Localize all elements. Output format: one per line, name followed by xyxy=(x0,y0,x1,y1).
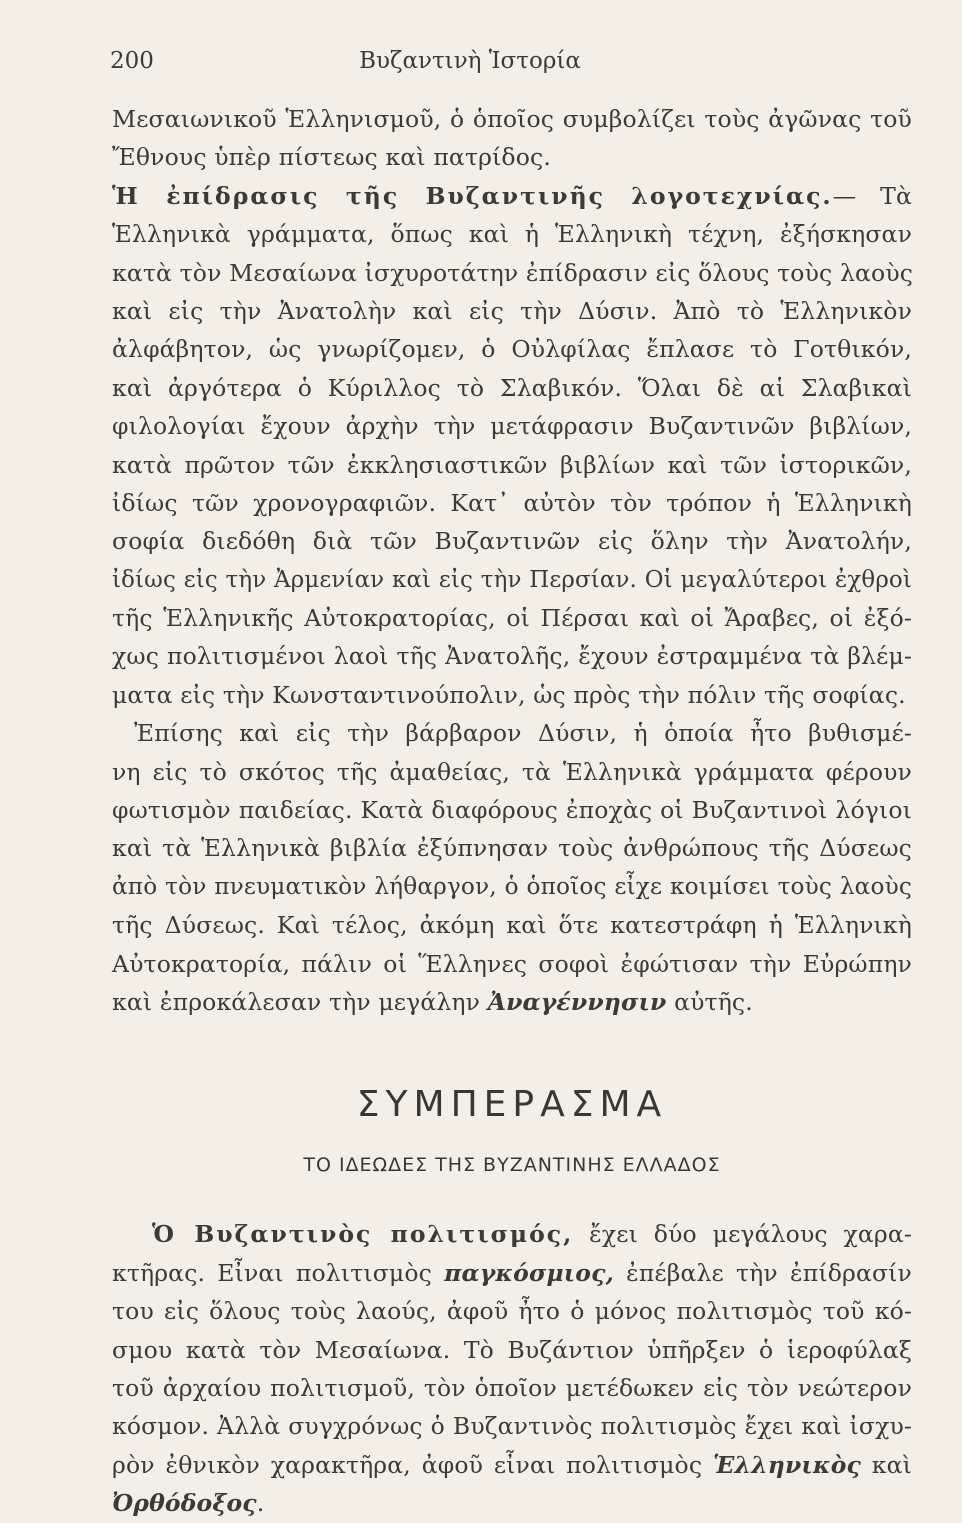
text-line: ματα εἰς τὴν Κωνσταντινούπολιν, ὡς πρὸς τὴν πόλιν τῆς σοφίας. xyxy=(112,680,906,709)
text-fragment: — Τὰ xyxy=(832,181,912,210)
paragraph-lead-heading: Ὁ Βυζαντινὸς πολιτισμός, xyxy=(152,1220,574,1249)
text-line: καὶ ἀργότερα ὁ Κύριλλος τὸ Σλαβικόν. Ὅλαι δὲ αἱ Σλαβικαὶ xyxy=(112,373,912,402)
text-line xyxy=(112,177,912,215)
paragraph-continuation xyxy=(112,100,912,177)
paragraph-west xyxy=(112,714,912,1021)
paragraph-lead-heading: Ἡ ἐπίδρασις τῆς Βυζαντινῆς λογοτεχνίας. xyxy=(112,181,833,210)
text-line: τοῦ ἀρχαίου πολιτισμοῦ, τὸν ὁποῖον μετέδωκεν εἰς τὸν νεώτερον xyxy=(112,1373,912,1402)
text-fragment: αὐτῆς. xyxy=(666,987,753,1016)
text-line: Ἐπίσης καὶ εἰς τὴν βάρβαρον Δύσιν, ἡ ὁποία ἦτο βυθισμέ- xyxy=(134,719,912,748)
text-line: ἰδίως τῶν χρονογραφιῶν. Κατ᾽ αὐτὸν τὸν τρόπον ἡ Ἑλληνικὴ xyxy=(112,488,912,517)
paragraph-byzantine-literature xyxy=(112,177,912,714)
text-fragment: ρὸν ἐθνικὸν χαρακτῆρα, ἀφοῦ εἶναι πολιτισμὸς xyxy=(112,1450,713,1479)
text-line: κόσμον. Ἀλλὰ συγχρόνως ὁ Βυζαντινὸς πολιτισμὸς ἔχει καὶ ἰσχυ- xyxy=(112,1412,912,1441)
text-line: σοφία διεδόθη διὰ τῶν Βυζαντινῶν εἰς ὅλην τὴν Ἀνατολήν, xyxy=(112,527,912,556)
text-line xyxy=(112,983,912,1021)
text-line: ἀλφάβητον, ὡς γνωρίζομεν, ὁ Οὐλφίλας ἔπλασε τὸ Γοτθικόν, xyxy=(112,335,912,364)
text-fragment: ἔχει δύο μεγάλους χαρα- xyxy=(573,1220,913,1249)
text-line: τῆς Δύσεως. Καὶ τέλος, ἀκόμη καὶ ὅτε κατεστράφη ἡ Ἑλληνικὴ xyxy=(112,911,912,940)
text-line: φιλολογίαι ἔχουν ἀρχὴν τὴν μετάφρασιν Βυζαντινῶν βιβλίων, xyxy=(112,412,912,441)
text-line xyxy=(112,1484,912,1522)
emphasis-text: Ἀναγέννησιν xyxy=(487,987,667,1016)
text-line: τῆς Ἑλληνικῆς Αὐτοκρατορίας, οἱ Πέρσαι καὶ οἱ Ἄραβες, οἱ ἐξό- xyxy=(112,604,912,633)
text-line: νη εἰς τὸ σκότος τῆς ἀμαθείας, τὰ Ἑλληνικὰ γράμματα φέρουν xyxy=(112,757,912,786)
page-body xyxy=(112,100,912,1523)
text-line xyxy=(112,1446,912,1484)
text-fragment: ἐπέβαλε τὴν ἐπίδρασίν xyxy=(613,1258,912,1287)
running-title: Βυζαντινὴ Ἱστορία xyxy=(359,48,581,74)
section-heading: ΣΥΜΠΕΡΑΣΜΑ xyxy=(356,1084,668,1126)
emphasis-text: παγκόσμιος, xyxy=(444,1258,614,1287)
text-line: Ἔθνους ὑπὲρ πίστεως καὶ πατρίδος. xyxy=(112,143,551,172)
text-line: του εἰς ὅλους τοὺς λαούς, ἀφοῦ ἦτο ὁ μόνος πολιτισμὸς τοῦ κό- xyxy=(112,1297,912,1326)
emphasis-text: Ἑλληνικὸς xyxy=(712,1450,861,1479)
section-heading-block xyxy=(112,1021,912,1207)
text-line: Ἑλληνικὰ γράμματα, ὅπως καὶ ἡ Ἑλληνικὴ τέχνη, ἐξήσκησαν xyxy=(112,220,912,249)
text-line: ἰδίως εἰς τὴν Ἀρμενίαν καὶ εἰς τὴν Περσίαν. Οἱ μεγαλύτεροι ἐχθροὶ xyxy=(112,566,912,593)
text-line xyxy=(112,1254,912,1292)
text-line: χως πολιτισμένοι λαοὶ τῆς Ἀνατολῆς, ἔχουν ἐστραμμένα τὰ βλέμ- xyxy=(112,642,912,671)
text-line: σμου κατὰ τὸν Μεσαίωνα. Τὸ Βυζάντιον ὑπῆρξεν ὁ ἱεροφύλαξ xyxy=(112,1335,912,1364)
text-line: Αὐτοκρατορία, πάλιν οἱ Ἕλληνες σοφοὶ ἐφώτισαν τὴν Εὐρώπην xyxy=(112,949,912,978)
text-line xyxy=(112,1215,912,1253)
text-fragment: . xyxy=(256,1489,265,1518)
section-subheading: ΤΟ ΙΔΕΩΔΕΣ ΤΗΣ ΒΥΖΑΝΤΙΝΗΣ ΕΛΛΑΔΟΣ xyxy=(303,1154,721,1177)
text-line: καὶ τὰ Ἑλληνικὰ βιβλία ἐξύπνησαν τοὺς ἀνθρώπους τῆς Δύσεως xyxy=(112,834,912,863)
text-line: φωτισμὸν παιδείας. Κατὰ διαφόρους ἐποχὰς οἱ Βυζαντινοὶ λόγιοι xyxy=(112,796,912,825)
text-fragment: καὶ xyxy=(860,1450,912,1479)
text-line: κατὰ πρῶτον τῶν ἐκκλησιαστικῶν βιβλίων καὶ τῶν ἱστορικῶν, xyxy=(112,450,912,479)
paragraph-byzantine-civilization xyxy=(112,1207,912,1522)
page-number: 200 xyxy=(110,48,154,74)
emphasis-text: Ὀρθόδοξος xyxy=(112,1489,257,1518)
text-line: κατὰ τὸν Μεσαίωνα ἰσχυροτάτην ἐπίδρασιν εἰς ὅλους τοὺς λαοὺς xyxy=(112,258,914,287)
text-line: ἀπὸ τὸν πνευματικὸν λήθαργον, ὁ ὁποῖος εἶχε κοιμίσει τοὺς λαοὺς xyxy=(112,872,912,900)
page-header xyxy=(110,48,830,80)
text-line: Μεσαιωνικοῦ Ἑλληνισμοῦ, ὁ ὁποῖος συμβολίζει τοὺς ἀγῶνας τοῦ xyxy=(112,105,912,133)
text-fragment: κτῆρας. Εἶναι πολιτισμὸς xyxy=(112,1258,445,1287)
text-fragment: καὶ ἐπροκάλεσαν τὴν μεγάλην xyxy=(112,987,488,1016)
text-line: καὶ εἰς τὴν Ἀνατολὴν καὶ εἰς τὴν Δύσιν. Ἀπὸ τὸ Ἑλληνικὸν xyxy=(112,296,912,325)
